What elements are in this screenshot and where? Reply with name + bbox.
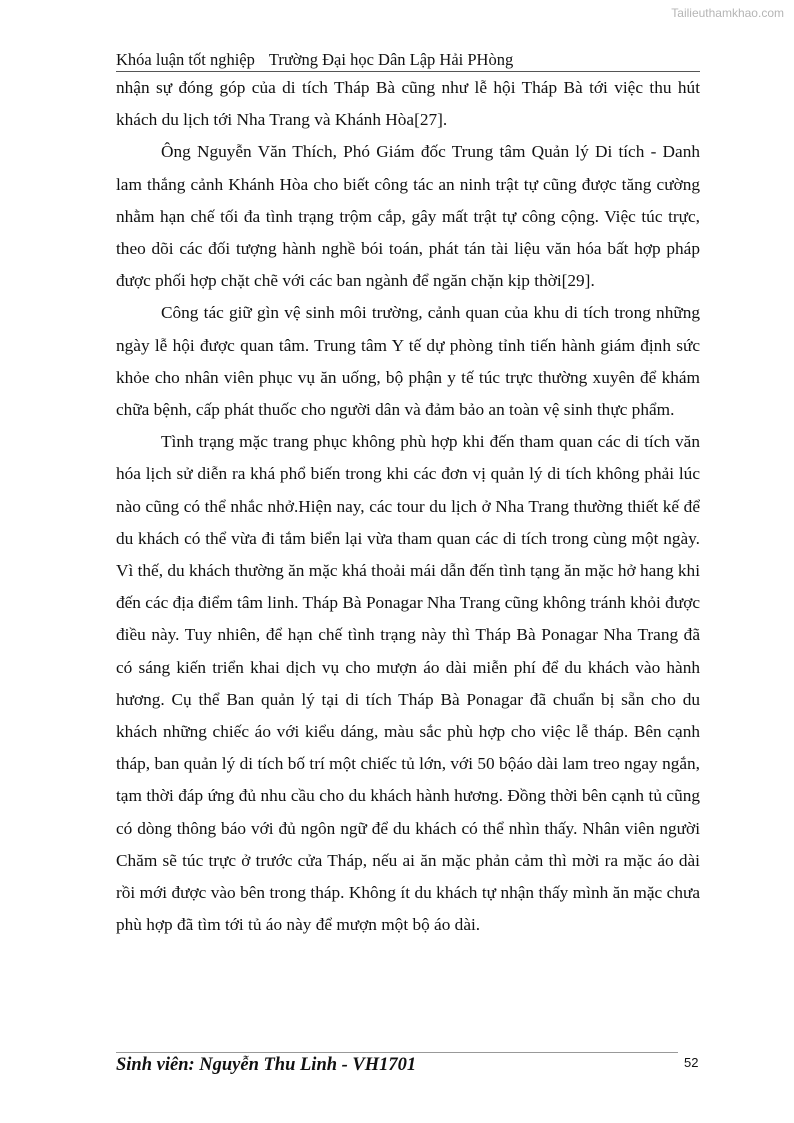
paragraph: Công tác giữ gìn vệ sinh môi trường, cảnh quan của khu di tích trong những ngày lễ hội được quan tâm. Trung tâm Y tế dự phòng tỉnh tiến hành giám định sức khỏe cho nhân viên phục vụ ăn uống, bộ phận y tế túc trực thường xuyên để khám chữa bệnh, cấp phát thuốc cho người dân và đảm bảo an toàn vệ sinh thực phẩm. [116, 303, 700, 420]
page-number: 52 [684, 1055, 699, 1070]
footer-student-name: Sinh viên: Nguyễn Thu Linh - VH1701 [116, 1055, 417, 1075]
page-body [116, 72, 700, 941]
paragraph: Tình trạng mặc trang phục không phù hợp khi đến tham quan các di tích văn hóa lịch sử diễn ra khá phổ biến trong khi các đơn vị quản lý di tích không phải lúc nào cũng có thể nhắc nhở.Hiện nay, các tour du lịch ở Nha Trang thường thiết kế để du khách có thể vừa đi tắm biển lại vừa tham quan các di tích trong cùng một ngày. Vì thế, du khách thường ăn mặc khá thoải mái dẫn đến tình tạng ăn mặc hở hang khi đến các địa điểm tâm linh. Tháp Bà Ponagar Nha Trang cũng không tránh khỏi được điều này. Tuy nhiên, để hạn chế tình trạng này thì Tháp Bà Ponagar Nha Trang đã có sáng kiến triển khai dịch vụ cho mượn áo dài miễn phí để du khách vào hành hương. Cụ thể Ban quản lý tại di tích Tháp Bà Ponagar đã chuẩn bị sẵn cho du khách những chiếc áo với kiểu dáng, màu sắc phù hợp cho việc lễ tháp. Bên cạnh tháp, ban quản lý di tích bố trí một chiếc tủ lớn, với 50 bộáo dài lam treo ngay ngắn, tạm thời đáp ứng đủ nhu cầu cho du khách hành hương. Đồng thời bên cạnh tủ cũng có dòng thông báo với đủ ngôn ngữ để du khách có thể nhìn thấy. Nhân viên người Chăm sẽ túc trực ở trước cửa Tháp, nếu ai ăn mặc phản cảm thì mời ra mặc áo dài rồi mới được vào bên trong tháp. Không ít du khách tự nhận thấy mình ăn mặc chưa phù hợp đã tìm tới tủ áo này để mượn một bộ áo dài. [116, 432, 700, 935]
watermark: Tailieuthamkhao.com [671, 6, 784, 20]
header-university: Trường Đại học Dân Lập Hải PHòng [268, 50, 514, 69]
paragraph: Ông Nguyễn Văn Thích, Phó Giám đốc Trung tâm Quản lý Di tích - Danh lam thắng cảnh Khánh Hòa cho biết công tác an ninh trật tự cũng được tăng cường nhằm hạn chế tối đa tình trạng trộm cắp, gây mất trật tự công cộng. Việc túc trực, theo dõi các đối tượng hành nghề bói toán, phát tán tài liệu văn hóa bất hợp pháp được phối hợp chặt chẽ với các ban ngành để ngăn chặn kịp thời[29]. [116, 142, 700, 291]
paragraph-continued: nhận sự đóng góp của di tích Tháp Bà cũng như lễ hội Tháp Bà tới việc thu hút khách du lịch tới Nha Trang và Khánh Hòa[27]. [116, 78, 700, 130]
header-thesis-label: Khóa luận tốt nghiệp [116, 50, 255, 69]
footer-divider [116, 1052, 678, 1053]
running-header [116, 50, 513, 70]
